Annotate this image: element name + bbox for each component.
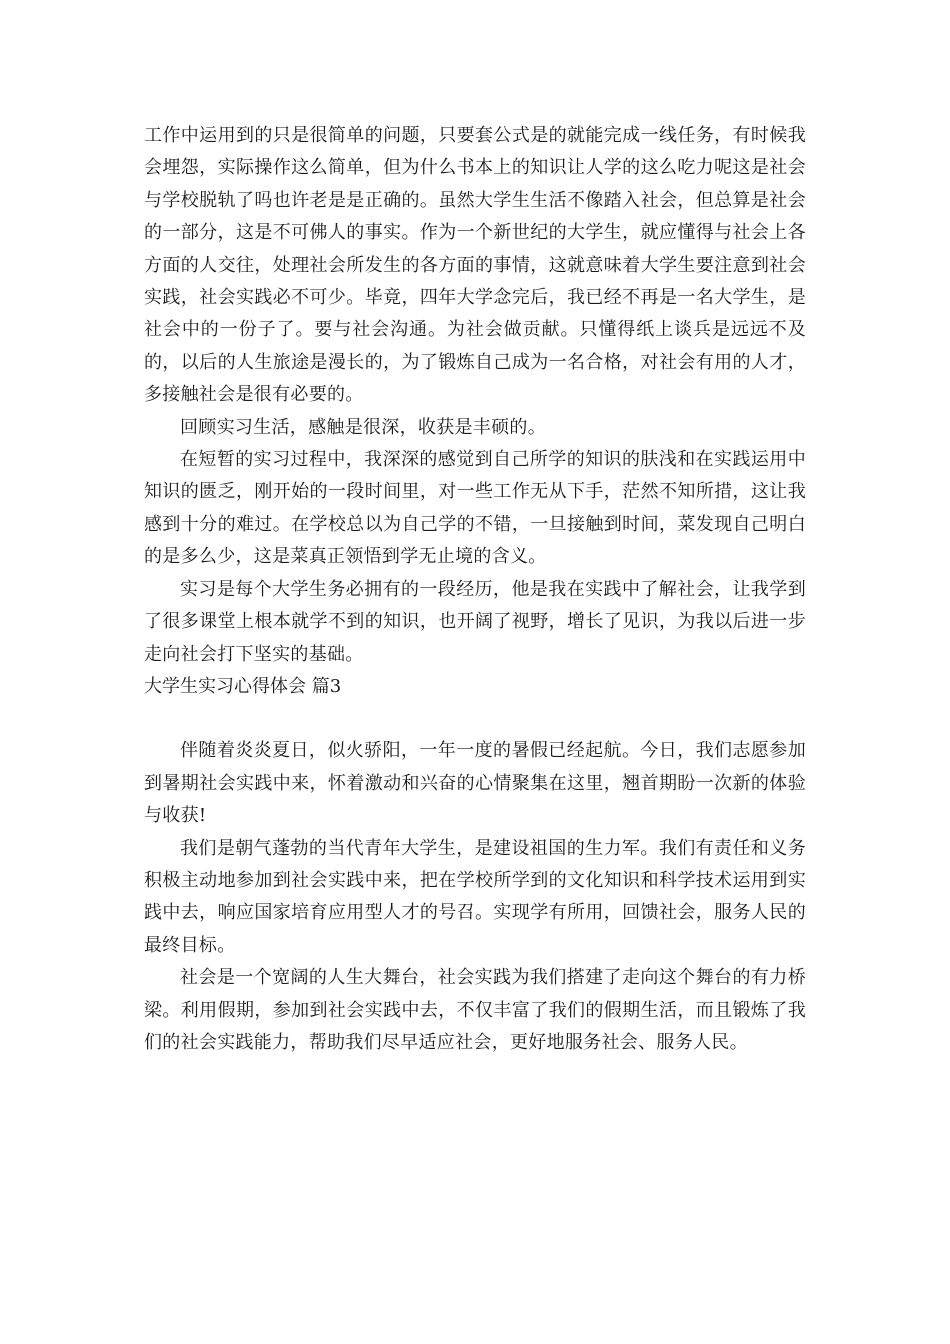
section-heading: 大学生实习心得体会 篇3: [144, 675, 342, 697]
paragraph-6: 我们是朝气蓬勃的当代青年大学生，是建设祖国的生力军。我们有责任和义务积极主动地参加到社会实践中来，把在学校所学到的文化知识和科学技术运用到实践中去，响应国家培育应用型人才的号召。实现学有所用，回馈社会，服务人民的最终目标。: [144, 837, 806, 956]
paragraph-2: 回顾实习生活，感触是很深，收获是丰硕的。: [180, 416, 546, 438]
document-page: [144, 120, 806, 1059]
paragraph-5: 伴随着炎炎夏日，似火骄阳，一年一度的暑假已经起航。今日，我们志愿参加到暑期社会实践中来，怀着激动和兴奋的心情聚集在这里，翘首期盼一次新的体验与收获!: [144, 740, 806, 827]
paragraph-7: 社会是一个宽阔的人生大舞台，社会实践为我们搭建了走向这个舞台的有力桥梁。利用假期，参加到社会实践中去，不仅丰富了我们的假期生活，而且锻炼了我们的社会实践能力，帮助我们尽早适应社会，更好地服务社会、服务人民。: [144, 967, 806, 1053]
paragraph-1: 工作中运用到的只是很简单的问题，只要套公式是的就能完成一线任务，有时候我会埋怨，实际操作这么简单，但为什么书本上的知识让人学的这么吃力呢这是社会与学校脱轨了吗也许老是是正确的。虽然大学生生活不像踏入社会，但总算是社会的一部分，这是不可佛人的事实。作为一个新世纪的大学生，就应懂得与社会上各方面的人交往，处理社会所发生的各方面的事情，这就意味着大学生要注意到社会实践，社会实践必不可少。毕竟，四年大学念完后，我已经不再是一名大学生，是社会中的一份子了。要与社会沟通。为社会做贡献。只懂得纸上谈兵是远远不及的，以后的人生旅途是漫长的，为了锻炼自己成为一名合格，对社会有用的人才，多接触社会是很有必要的。: [144, 125, 806, 406]
paragraph-4: 实习是每个大学生务必拥有的一段经历，他是我在实践中了解社会，让我学到了很多课堂上根本就学不到的知识，也开阔了视野，增长了见识，为我以后进一步走向社会打下坚实的基础。: [144, 578, 806, 665]
paragraph-3: 在短暂的实习过程中，我深深的感觉到自己所学的知识的肤浅和在实践运用中知识的匮乏，刚开始的一段时间里，对一些工作无从下手，茫然不知所措，这让我感到十分的难过。在学校总以为自己学的不错，一旦接触到时间，菜发现自己明白的是多么少，这是菜真正领悟到学无止境的含义。: [144, 449, 806, 568]
section-spacer: [144, 703, 806, 735]
